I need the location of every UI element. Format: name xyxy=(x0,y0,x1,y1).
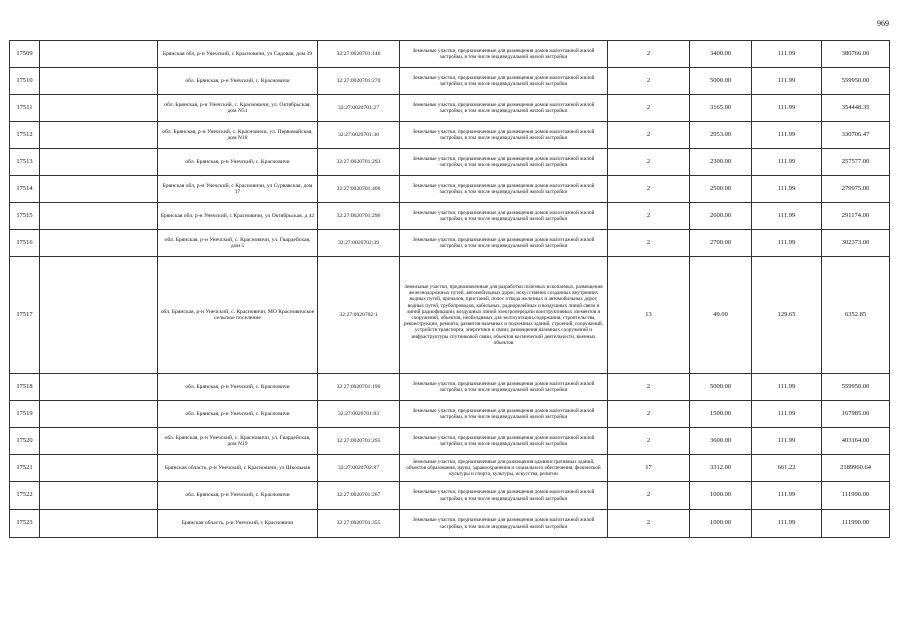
cadastral-number-cell: 32:27:0020701:83 xyxy=(318,401,400,428)
blank-cell xyxy=(40,41,158,68)
blank-cell xyxy=(40,374,158,401)
table-row xyxy=(10,257,890,374)
cadastral-number-cell: 32:27:0020701:190 xyxy=(318,374,400,401)
address-cell: обл. Брянская, р-н Унечский, с. Красновичи xyxy=(158,482,318,510)
row-id-cell: 17513 xyxy=(10,149,40,176)
rate-cell: 111.99 xyxy=(752,203,822,230)
blank-cell xyxy=(40,257,158,374)
land-use-cell: Земельные участки, предназначенные для размещения домов малоэтажной жилой застройки, в том числе индивидуальной жилой застройки xyxy=(400,401,608,428)
area-cell: 1000.00 xyxy=(690,482,752,510)
cadastral-value-cell: 279975.00 xyxy=(822,176,890,203)
address-cell: обл. Брянская, р-н Унечский, с. Красновичи, МО Красновичское сельское поселение xyxy=(158,257,318,374)
rate-cell: 111.99 xyxy=(752,510,822,538)
land-use-cell: Земельные участки, предназначенные для размещения административных зданий, объектов образования, науки, здравоохранения и социального обеспечения, физической культуры и спорта, культуры, искусства, религии xyxy=(400,455,608,482)
area-cell: 3165.00 xyxy=(690,95,752,122)
area-cell: 5000.00 xyxy=(690,374,752,401)
rate-cell: 111.99 xyxy=(752,176,822,203)
cadastral-number-cell: 32:27:0020702:87 xyxy=(318,455,400,482)
group-cell: 2 xyxy=(608,510,690,538)
row-id-cell: 17519 xyxy=(10,401,40,428)
cadastral-number-cell: 32:27:0020701:355 xyxy=(318,510,400,538)
land-use-cell: Земельные участки, предназначенные для размещения домов малоэтажной жилой застройки, в том числе индивидуальной жилой застройки xyxy=(400,428,608,455)
area-cell: 3600.00 xyxy=(690,428,752,455)
land-use-cell: Земельные участки, предназначенные для разработки полезных ископаемых, размещения железнодорожных путей, автомобильных дорог, искусственно созданных внутренних водных путей, причалов, пристаней, полос отвода железных и автомобильных дорог, водных путей, трубопроводов, кабельных, радиорелейных и воздушных линий связи и линий радиофикации, воздушных линий электропередачи конструктивных элементов и сооружений, объектов, необходимых для эксплуатации,содержания, строительства, реконструкции, ремонта, развития наземных и подземных зданий, строений, сооружений, устройств транспорта, энергетики и связи; размещения наземных сооружений и инфраструктуры спутниковой связи, объектов космической деятельности, военных объектов xyxy=(400,257,608,374)
blank-cell xyxy=(40,149,158,176)
cadastral-value-cell: 302373.00 xyxy=(822,230,890,257)
blank-cell xyxy=(40,482,158,510)
group-cell: 2 xyxy=(608,203,690,230)
group-cell: 2 xyxy=(608,428,690,455)
group-cell: 2 xyxy=(608,401,690,428)
cadastral-value-cell: 6352.85 xyxy=(822,257,890,374)
land-use-cell: Земельные участки, предназначенные для размещения домов малоэтажной жилой застройки, в том числе индивидуальной жилой застройки xyxy=(400,122,608,149)
area-cell: 2300.00 xyxy=(690,149,752,176)
group-cell: 2 xyxy=(608,374,690,401)
group-cell: 2 xyxy=(608,68,690,95)
land-use-cell: Земельные участки, предназначенные для размещения домов малоэтажной жилой застройки, в том числе индивидуальной жилой застройки xyxy=(400,176,608,203)
rate-cell: 111.99 xyxy=(752,230,822,257)
row-id-cell: 17521 xyxy=(10,455,40,482)
address-cell: обл. Брянская, р-н Унечский, с. Красновичи xyxy=(158,68,318,95)
table-row xyxy=(10,374,890,401)
address-cell: Брянская область, р-н Унечский, с Красновичи xyxy=(158,510,318,538)
cadastral-number-cell: 32:27:0020702:39 xyxy=(318,230,400,257)
rate-cell: 111.99 xyxy=(752,122,822,149)
cadastral-number-cell: 32:27:0020702:1 xyxy=(318,257,400,374)
cadastral-value-cell: 559950.00 xyxy=(822,374,890,401)
blank-cell xyxy=(40,68,158,95)
cadastral-value-cell: 111990.00 xyxy=(822,510,890,538)
land-use-cell: Земельные участки, предназначенные для размещения домов малоэтажной жилой застройки, в том числе индивидуальной жилой застройки xyxy=(400,510,608,538)
table-row xyxy=(10,401,890,428)
blank-cell xyxy=(40,401,158,428)
address-cell: Брянская обл, р-н Унечский, с Красновичи, ул Садовая, дом 39 xyxy=(158,41,318,68)
address-cell: обл. Брянская, р-н Унечский, с. Красновичи, ул. Гвардейская, дом N19 xyxy=(158,428,318,455)
address-cell: обл. Брянская, р-н Унечский, с. Красновичи xyxy=(158,374,318,401)
cadastral-value-cell: 257577.00 xyxy=(822,149,890,176)
cadastral-number-cell: 32:27:0020701:295 xyxy=(318,428,400,455)
table-row xyxy=(10,203,890,230)
blank-cell xyxy=(40,230,158,257)
table-body xyxy=(10,41,890,538)
table-row xyxy=(10,510,890,538)
area-cell: 2600.00 xyxy=(690,203,752,230)
page-number: 969 xyxy=(877,19,889,28)
cadastral-value-cell: 111990.00 xyxy=(822,482,890,510)
rate-cell: 111.99 xyxy=(752,482,822,510)
cadastral-number-cell: 32:27:0020701:30 xyxy=(318,122,400,149)
group-cell: 2 xyxy=(608,176,690,203)
area-cell: 3312.00 xyxy=(690,455,752,482)
row-id-cell: 17516 xyxy=(10,230,40,257)
cadastral-number-cell: 32:27:0020701:27 xyxy=(318,95,400,122)
blank-cell xyxy=(40,510,158,538)
row-id-cell: 17511 xyxy=(10,95,40,122)
table-row xyxy=(10,455,890,482)
land-use-cell: Земельные участки, предназначенные для размещения домов малоэтажной жилой застройки, в том числе индивидуальной жилой застройки xyxy=(400,68,608,95)
address-cell: обл. Брянская, р-н Унечский, с. Красновичи, ул. Первомайская, дом N18 xyxy=(158,122,318,149)
cadastral-value-cell: 559950.00 xyxy=(822,68,890,95)
cadastral-value-cell: 403164.00 xyxy=(822,428,890,455)
area-cell: 5000.00 xyxy=(690,68,752,95)
address-cell: обл. Брянская, р-н Унечский, с. Красновичи xyxy=(158,149,318,176)
rate-cell: 111.99 xyxy=(752,68,822,95)
group-cell: 2 xyxy=(608,41,690,68)
rate-cell: 111.99 xyxy=(752,374,822,401)
cadastral-value-cell: 354448.35 xyxy=(822,95,890,122)
land-use-cell: Земельные участки, предназначенные для размещения домов малоэтажной жилой застройки, в том числе индивидуальной жилой застройки xyxy=(400,203,608,230)
blank-cell xyxy=(40,176,158,203)
row-id-cell: 17523 xyxy=(10,510,40,538)
group-cell: 2 xyxy=(608,122,690,149)
cadastral-number-cell: 32:27:0020701:270 xyxy=(318,68,400,95)
area-cell: 2953.00 xyxy=(690,122,752,149)
rate-cell: 111.99 xyxy=(752,95,822,122)
blank-cell xyxy=(40,203,158,230)
table-row xyxy=(10,122,890,149)
cadastral-number-cell: 32:27:0020701:267 xyxy=(318,482,400,510)
cadastral-number-cell: 32:27:0020701:296 xyxy=(318,203,400,230)
rate-cell: 111.99 xyxy=(752,41,822,68)
address-cell: обл. Брянская, р-н Унечский, с. Красновичи, ул. Гвардейская, дом 5 xyxy=(158,230,318,257)
cadastral-value-table xyxy=(9,40,890,538)
address-cell: обл. Брянская, р-н Унечский, с. Красновичи xyxy=(158,401,318,428)
row-id-cell: 17515 xyxy=(10,203,40,230)
table-row xyxy=(10,149,890,176)
area-cell: 3400.00 xyxy=(690,41,752,68)
land-use-cell: Земельные участки, предназначенные для размещения домов малоэтажной жилой застройки, в том числе индивидуальной жилой застройки xyxy=(400,230,608,257)
address-cell: Брянская обл, р-н Унечский, с Красновичи, ул Сурвавская, дом 17 xyxy=(158,176,318,203)
address-cell: Брянская область, р-н Унечский, с Красновичи, ул Школьная xyxy=(158,455,318,482)
table-row xyxy=(10,230,890,257)
rate-cell: 129.65 xyxy=(752,257,822,374)
row-id-cell: 17514 xyxy=(10,176,40,203)
cadastral-value-cell: 330706.47 xyxy=(822,122,890,149)
group-cell: 13 xyxy=(608,257,690,374)
cadastral-value-cell: 167985.00 xyxy=(822,401,890,428)
row-id-cell: 17518 xyxy=(10,374,40,401)
cadastral-number-cell: 32:27:0020701:293 xyxy=(318,149,400,176)
row-id-cell: 17520 xyxy=(10,428,40,455)
rate-cell: 111.99 xyxy=(752,149,822,176)
table-row xyxy=(10,68,890,95)
cadastral-value-cell: 291174.00 xyxy=(822,203,890,230)
group-cell: 2 xyxy=(608,95,690,122)
land-use-cell: Земельные участки, предназначенные для размещения домов малоэтажной жилой застройки, в том числе индивидуальной жилой застройки xyxy=(400,482,608,510)
land-use-cell: Земельные участки, предназначенные для размещения домов малоэтажной жилой застройки, в том числе индивидуальной жилой застройки xyxy=(400,374,608,401)
cadastral-value-cell: 2189960.64 xyxy=(822,455,890,482)
address-cell: обл. Брянская, р-н Унечский, с. Красновичи, ул. Октябрьская, дом N51 xyxy=(158,95,318,122)
blank-cell xyxy=(40,428,158,455)
land-use-cell: Земельные участки, предназначенные для размещения домов малоэтажной жилой застройки, в том числе индивидуальной жилой застройки xyxy=(400,149,608,176)
land-use-cell: Земельные участки, предназначенные для размещения домов малоэтажной жилой застройки, в том числе индивидуальной жилой застройки xyxy=(400,95,608,122)
land-use-cell: Земельные участки, предназначенные для размещения домов малоэтажной жилой застройки, в том числе индивидуальной жилой застройки xyxy=(400,41,608,68)
area-cell: 2700.00 xyxy=(690,230,752,257)
table-row xyxy=(10,176,890,203)
blank-cell xyxy=(40,122,158,149)
table-row xyxy=(10,95,890,122)
group-cell: 2 xyxy=(608,482,690,510)
row-id-cell: 17522 xyxy=(10,482,40,510)
group-cell: 2 xyxy=(608,230,690,257)
cadastral-value-cell: 380766.00 xyxy=(822,41,890,68)
row-id-cell: 17512 xyxy=(10,122,40,149)
address-cell: Брянская обл, р-н Унечский, с Красновичи, ул Октябрьская, д 42 xyxy=(158,203,318,230)
row-id-cell: 17510 xyxy=(10,68,40,95)
rate-cell: 111.99 xyxy=(752,428,822,455)
blank-cell xyxy=(40,455,158,482)
area-cell: 2500.00 xyxy=(690,176,752,203)
row-id-cell: 17509 xyxy=(10,41,40,68)
rate-cell: 661.22 xyxy=(752,455,822,482)
table-row xyxy=(10,482,890,510)
rate-cell: 111.99 xyxy=(752,401,822,428)
cadastral-number-cell: 32:27:0020701:400 xyxy=(318,176,400,203)
group-cell: 17 xyxy=(608,455,690,482)
area-cell: 1000.00 xyxy=(690,510,752,538)
table-row xyxy=(10,41,890,68)
group-cell: 2 xyxy=(608,149,690,176)
blank-cell xyxy=(40,95,158,122)
row-id-cell: 17517 xyxy=(10,257,40,374)
cadastral-number-cell: 32:27:0020701:146 xyxy=(318,41,400,68)
area-cell: 1500.00 xyxy=(690,401,752,428)
area-cell: 49.00 xyxy=(690,257,752,374)
table-row xyxy=(10,428,890,455)
